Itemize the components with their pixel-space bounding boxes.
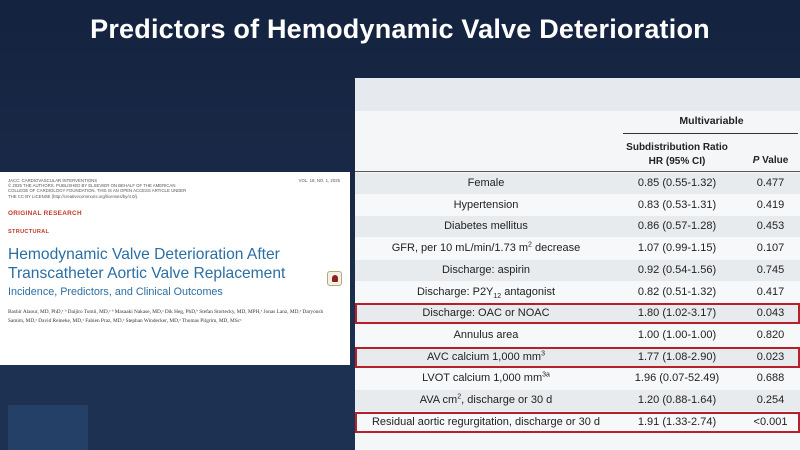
table-row: [355, 412, 800, 433]
row-label: [355, 286, 617, 298]
hazard-ratio-cell: 0.86 (0.57-1.28): [637, 220, 717, 233]
row-label-text: AVA cm: [419, 394, 458, 406]
row-label: [355, 351, 617, 363]
column-header-hr: [617, 141, 737, 169]
row-label: Female: [467, 177, 505, 189]
p-italic: P: [752, 155, 760, 166]
results-table: [355, 78, 800, 450]
hazard-ratio-cell: 1.91 (1.33-2.74): [637, 415, 717, 428]
row-label: Discharge: aspirin: [441, 263, 531, 276]
table-row: [355, 216, 800, 237]
p-value-cell: 0.419: [756, 198, 785, 211]
p-value-cell: 0.023: [756, 350, 785, 363]
table-row: [355, 173, 800, 194]
row-label-text: decrease: [531, 242, 581, 255]
hazard-ratio-cell: 1.20 (0.88-1.64): [637, 394, 717, 406]
row-label-superscript: 3: [541, 349, 545, 357]
table-row: [355, 260, 800, 281]
author-list: Bashir Alaour, MD, PhD,ᵃ ᵇ Daijiro Tomii, MD,ᵃ ᵇ Masaaki Nakase, MD,ᵃ Dik Heg, PhD,ᵇ Stefan Stortecky, MD, MPH,ᵃ Jonas Lanz, MD,ᵃ Daryoush Samim, MD,ᵃ David Reineke, MD,ᵃ Fabien Praz, MD,ᵃ Stephan Windecker, MD,ᵃ Thomas Pilgrim, MD, MScᵃ: [8, 309, 324, 324]
column-header-hr-line1: Subdistribution Ratio: [626, 142, 728, 153]
article-header-card: [0, 172, 350, 365]
crossmark-icon: [327, 271, 342, 286]
hazard-ratio-cell: 0.83 (0.53-1.31): [637, 198, 717, 211]
row-label-superscript: 2: [457, 393, 462, 401]
p-value-cell: 0.254: [756, 394, 785, 406]
row-label-superscript: 2: [528, 241, 532, 249]
journal-meta: [8, 178, 342, 200]
copyright-line: COLLEGE OF CARDIOLOGY FOUNDATION. THIS IS AN OPEN ACCESS ARTICLE UNDER: [8, 188, 187, 194]
hazard-ratio-cell: 1.80 (1.02-3.17): [637, 307, 717, 320]
row-label-superscript: 3a: [542, 371, 550, 379]
journal-info: [8, 178, 238, 199]
row-label-text: GFR, per 10 mL/min/1.73 m: [391, 242, 529, 255]
table-top-band: [355, 78, 800, 111]
row-label: Diabetes mellitus: [444, 220, 528, 233]
row-label: Residual aortic regurgitation, discharge or 30 d: [371, 415, 601, 428]
table-row: [355, 347, 800, 368]
header-bottom-rule: [355, 171, 800, 172]
group-header: Multivariable: [679, 115, 744, 127]
hazard-ratio-cell: 0.82 (0.51-1.32): [637, 285, 717, 298]
column-header-p: [743, 155, 798, 166]
article-subtitle: Incidence, Predictors, and Clinical Outcomes: [8, 286, 223, 298]
hazard-ratio-cell: 1.77 (1.08-2.90): [637, 350, 717, 363]
row-label: [355, 242, 617, 254]
row-label-text: Discharge: P2Y: [416, 285, 494, 298]
row-label: Hypertension: [453, 198, 519, 211]
p-value-cell: 0.043: [756, 307, 785, 320]
volume-info: VOL. 18, NO. 1, 2025: [298, 178, 340, 183]
hazard-ratio-cell: 0.85 (0.55-1.32): [637, 177, 717, 189]
hazard-ratio-cell: 1.96 (0.07-52.49): [634, 372, 720, 385]
row-label: Annulus area: [453, 328, 519, 341]
hazard-ratio-cell: 1.07 (0.99-1.15): [637, 242, 717, 255]
table-row: [355, 195, 800, 216]
slide-title: Predictors of Hemodynamic Valve Deterioration: [90, 14, 710, 44]
p-value-cell: 0.688: [756, 372, 785, 385]
row-label-text: LVOT calcium 1,000 mm: [422, 372, 543, 385]
p-value-word: Value: [759, 155, 789, 166]
row-label-text: AVC calcium 1,000 mm: [426, 350, 542, 363]
row-label-text: antagonist: [501, 285, 556, 298]
header-rule: [623, 133, 798, 134]
p-value-cell: 0.477: [756, 177, 785, 189]
column-header-hr-line2: HR (95% CI): [648, 156, 706, 167]
row-label: [355, 394, 617, 406]
table-row: [355, 390, 800, 411]
p-value-cell: 0.820: [756, 328, 785, 341]
hazard-ratio-cell: 0.92 (0.54-1.56): [637, 263, 717, 276]
copyright-line: © 2025 THE AUTHORS. PUBLISHED BY ELSEVIER ON BEHALF OF THE AMERICAN: [8, 183, 176, 189]
section-label: ORIGINAL RESEARCH: [8, 210, 82, 217]
p-value-cell: 0.745: [756, 263, 785, 276]
p-value-cell: 0.107: [756, 242, 785, 255]
table-row: [355, 368, 800, 389]
table-row: [355, 325, 800, 346]
row-label-text: , discharge or 30 d: [461, 394, 553, 406]
background-block: [8, 405, 88, 450]
article-title: Hemodynamic Valve Deterioration After Transcatheter Aortic Valve Replacement: [8, 246, 286, 282]
table-row: [355, 238, 800, 259]
p-value-cell: <0.001: [753, 415, 788, 428]
table-row: [355, 303, 800, 324]
row-label: [355, 372, 617, 384]
license-line: THE CC BY LICENSE (http://creativecommons.org/licenses/by/4.0/).: [8, 193, 139, 199]
hazard-ratio-cell: 1.00 (1.00-1.00): [637, 328, 717, 341]
table-row: [355, 282, 800, 303]
p-value-cell: 0.453: [756, 220, 785, 233]
p-value-cell: 0.417: [756, 285, 785, 298]
subsection-label: STRUCTURAL: [8, 229, 50, 235]
row-label-subscript: 12: [493, 292, 502, 300]
journal-name: JACC: CARDIOVASCULAR INTERVENTIONS: [8, 178, 98, 183]
row-label: Discharge: OAC or NOAC: [422, 307, 550, 320]
